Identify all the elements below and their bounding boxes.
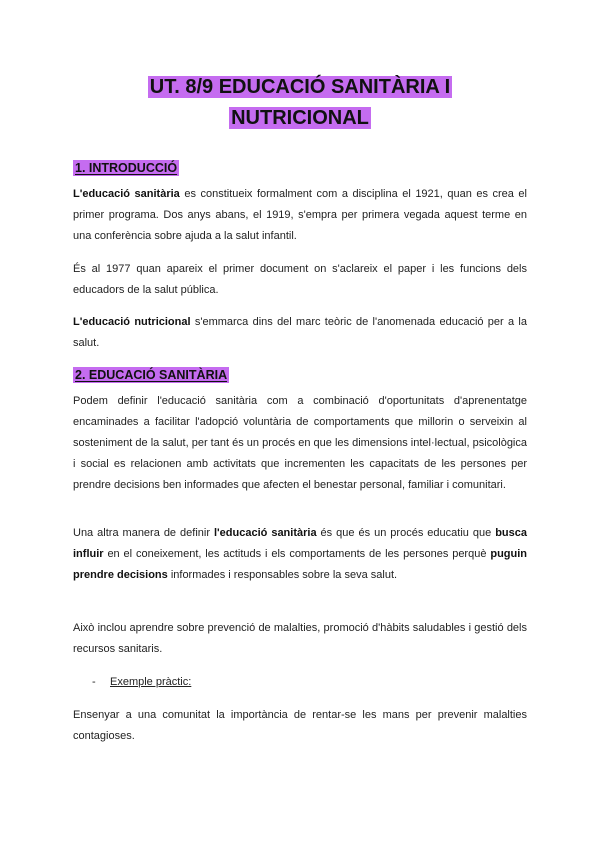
section-2-paragraph-3: Això inclou aprendre sobre prevenció de malalties, promoció d'hàbits saludables i gestió dels recursos sanitaris. [73,622,527,655]
document-title [0,72,600,134]
section-2-paragraph-1: Podem definir l'educació sanitària com a combinació d'oportunitats d'aprenentatge encaminades a facilitar l'adopció voluntària de comportaments que millorin o serveixin al sosteniment de la salut, per tant és un procés en que les dimensions intel·lectual, psicològica i social es relacionen amb activitats que incrementen les capacitats de les persones per prendre decisions ben informades que afecten el benestar personal, familiar i comunitari. [73,395,527,491]
title-line-1: UT. 8/9 EDUCACIÓ SANITÀRIA I [149,76,451,98]
list-bullet: - [92,676,96,688]
title-line-2: NUTRICIONAL [231,107,369,129]
list-item [92,672,191,693]
section-1-paragraph-2: És al 1977 quan apareix el primer document on s'aclareix el paper i les funcions dels educadors de la salut pública. [73,263,527,296]
section-1-paragraph-3: L'educació nutricional s'emmarca dins del marc teòric de l'anomenada educació per a la salut. [73,316,527,349]
section-2-paragraph-4: Ensenyar a una comunitat la importància de rentar-se les mans per prevenir malalties contagioses. [73,709,527,742]
section-2-heading: 2. EDUCACIÓ SANITÀRIA [75,368,228,382]
section-1-heading: 1. INTRODUCCIÓ [75,161,178,175]
section-1-paragraph-1: L'educació sanitària es constitueix formalment com a disciplina el 1921, quan es crea el primer programa. Dos anys abans, el 1919, s'empra per primera vegada aquest terme en una conferència sobre ajuda a la salut infantil. [73,188,527,242]
list-item-label: Exemple pràctic: [110,676,192,688]
section-2-paragraph-2: Una altra manera de definir l'educació sanitària és que és un procés educatiu que busca influir en el coneixement, les actituds i els comportaments de les persones perquè puguin prendre decisions informades i responsables sobre la seva salut. [73,527,527,581]
